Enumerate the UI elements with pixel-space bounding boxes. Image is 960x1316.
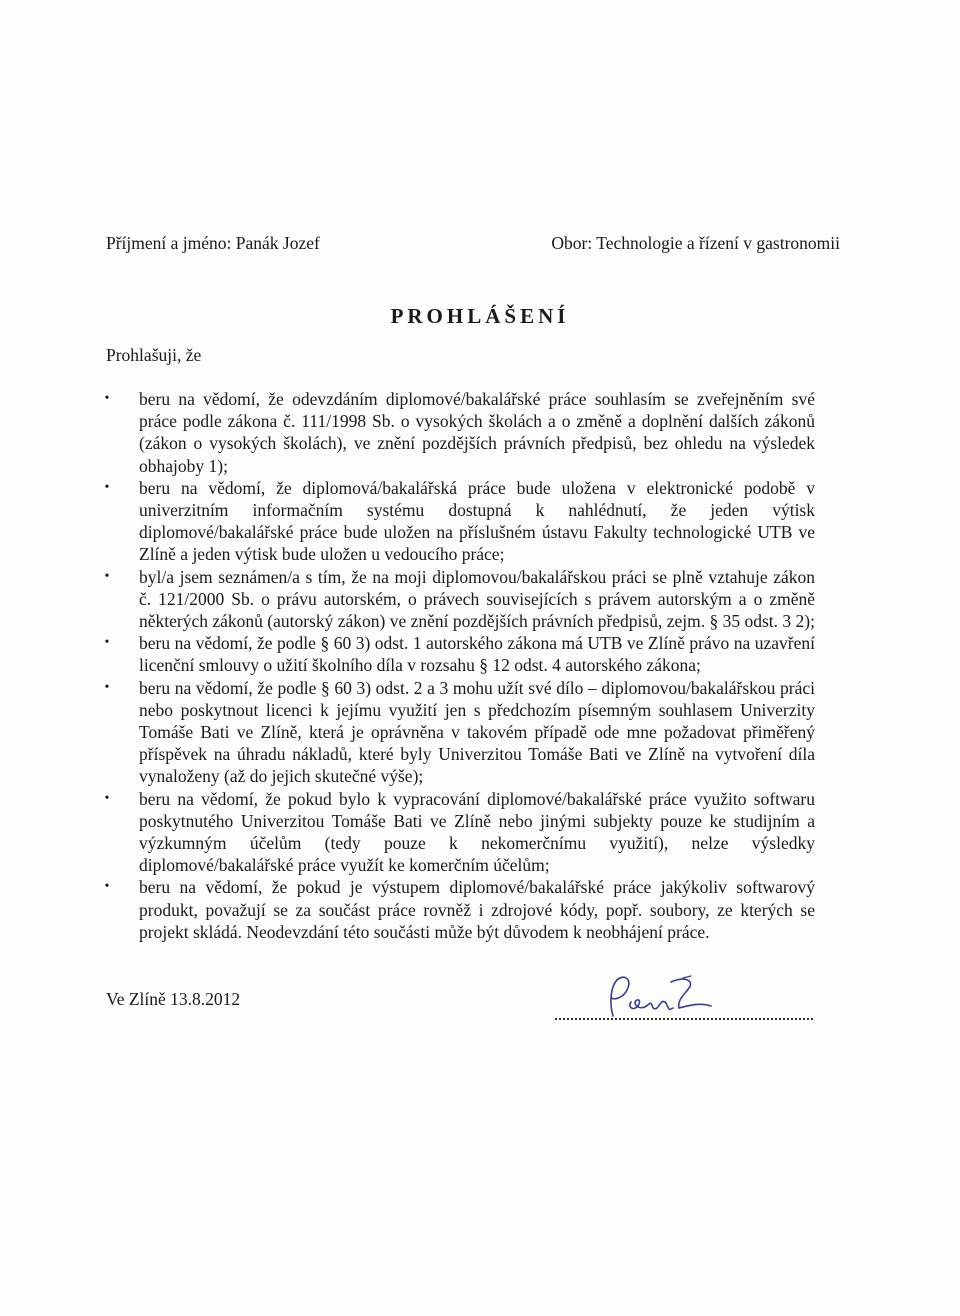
list-item — [104, 388, 815, 477]
declaration-text: beru na vědomí, že pokud je výstupem diplomové/bakalářské práce jakýkoliv softwarový produkt, považují se za součást práce rovněž i zdrojové kódy, popř. soubory, ze kterých se projekt skládá. Neodevzdání této součásti může být důvodem k neobhájení práce. — [139, 877, 815, 942]
declaration-text: beru na vědomí, že odevzdáním diplomové/bakalářské práce souhlasím se zveřejněním své práce podle zákona č. 111/1998 Sb. o vysokých školách a o změně a doplnění dalších zákonů (zákon o vysokých školách), ve znění pozdějších právních předpisů, bez ohledu na výsledek obhajoby 1); — [139, 389, 815, 476]
bullet-icon: • — [104, 679, 110, 695]
bullet-icon: • — [104, 635, 110, 651]
bullet-icon: • — [104, 391, 110, 406]
document-title: PROHLÁŠENÍ — [390, 304, 570, 328]
bullet-icon: • — [104, 790, 110, 806]
declaration-text: beru na vědomí, že podle § 60 3) odst. 1 autorského zákona má UTB ve Zlíně právo na uzavření licenční smlouvy o užití školního díla v rozsahu § 12 odst. 4 autorského zákona; — [139, 633, 815, 676]
declaration-text: beru na vědomí, že podle § 60 3) odst. 2 a 3 mohu užít své dílo – diplomovou/bakalářskou práci nebo poskytnout licenci k jejímu využití jen s předchozím písemným souhlasem Univerzity Tomáše Bati ve Zlíně, která je oprávněna v takovém případě ode mne požadovat přiměřený příspěvek na úhradu nákladů, které byly Univerzitou Tomáše Bati ve Zlíně na vytvoření díla vynaloženy (až do jejich skutečné výše); — [139, 677, 815, 787]
handwritten-signature — [591, 972, 741, 1024]
bullet-icon: • — [104, 879, 110, 895]
list-item — [104, 632, 815, 676]
field-of-study-line: Obor: Technologie a řízení v gastronomii — [551, 233, 840, 253]
list-item — [104, 477, 815, 566]
name-line: Příjmení a jméno: Panák Jozef — [106, 233, 320, 253]
declaration-text: beru na vědomí, že diplomová/bakalářská práce bude uložena v elektronické podobě v univerzitním informačním systému dostupná k nahlédnutí, že jeden výtisk diplomové/bakalářské práce bude uložen na příslušném ústavu Fakulty technologické UTB ve Zlíně a jeden výtisk bude uložen u vedoucího práce; — [139, 477, 815, 565]
signature-dotted-line — [555, 1018, 813, 1020]
list-item — [104, 788, 815, 877]
intro-text: Prohlašuji, že — [106, 345, 202, 365]
signature-area — [555, 972, 813, 1032]
bullet-icon: • — [104, 479, 110, 495]
declaration-list — [104, 388, 815, 943]
list-item — [104, 876, 815, 943]
list-item — [104, 566, 815, 633]
list-item — [104, 677, 815, 788]
declaration-text: beru na vědomí, že pokud bylo k vypracování diplomové/bakalářské práce využito softwaru poskytnutého Univerzitou Tomáše Bati ve Zlíně nebo jinými subjekty pouze ke studijním a výzkumným účelům (tedy pouze k nekomerčnímu využití), nelze výsledky diplomové/bakalářské práce využít ke komerčním účelům; — [139, 788, 815, 876]
declaration-text: byl/a jsem seznámen/a s tím, že na moji diplomovou/bakalářskou práci se plně vztahuje zákon č. 121/2000 Sb. o právu autorském, o právech souvisejících s právem autorským a o změně některých zákonů (autorský zákon) ve znění pozdějších právních předpisů, zejm. § 35 odst. 3 2); — [139, 566, 815, 632]
bullet-icon: • — [104, 568, 110, 584]
place-and-date: Ve Zlíně 13.8.2012 — [106, 989, 241, 1009]
